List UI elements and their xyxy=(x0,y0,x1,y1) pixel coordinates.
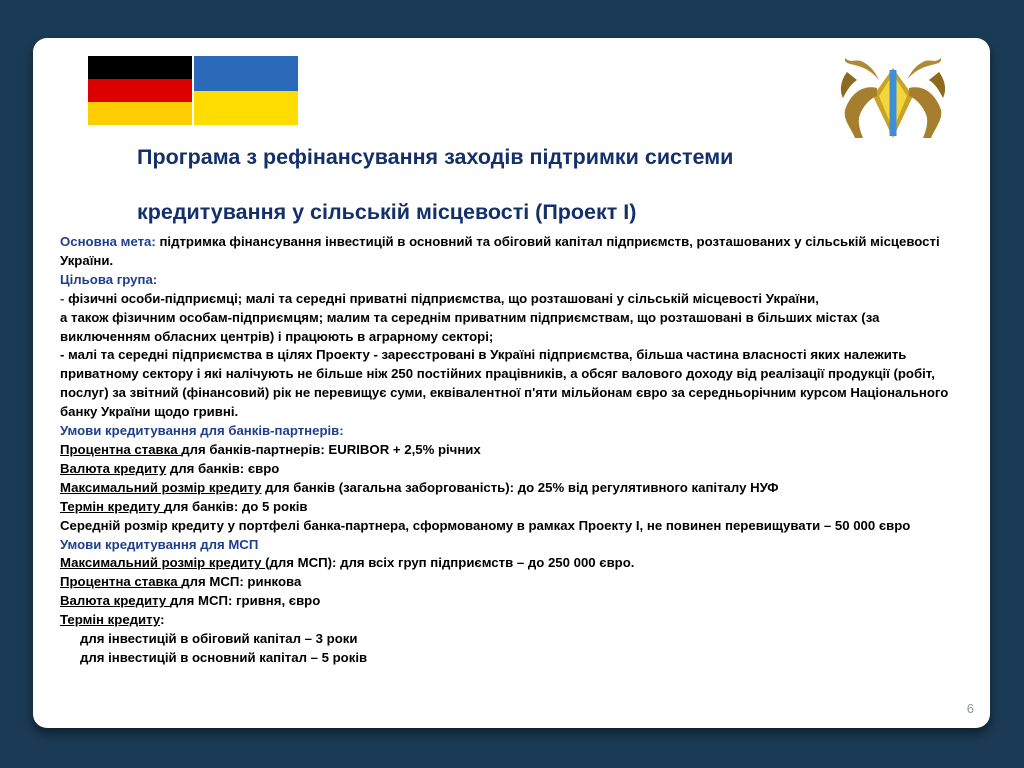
logo-icon xyxy=(833,50,953,142)
sme-term-item-2: для інвестицій в основний капітал – 5 років xyxy=(80,649,368,665)
bank-currency-label: Валюта кредиту xyxy=(60,460,167,476)
bank-max-text: для банків (загальна заборгованість): до 25% від регулятивного капіталу НУФ xyxy=(261,479,779,495)
bank-term-line xyxy=(60,498,960,517)
sme-currency-line xyxy=(60,592,960,611)
bank-max-label: Максимальний розмір кредиту xyxy=(60,479,262,495)
bank-term-text: для банків: до 5 років xyxy=(163,498,308,514)
title-line-1: Програма з рефінансування заходів підтримки системи xyxy=(137,145,734,169)
bank-terms-heading: Умови кредитування для банків-партнерів: xyxy=(60,423,344,439)
bank-currency-line xyxy=(60,460,960,479)
goal-label: Основна мета: xyxy=(60,234,156,249)
page-number: 6 xyxy=(966,701,974,716)
title-line-2: кредитування у сільській місцевості (Проект I) xyxy=(137,200,637,224)
target-item-1-text: фізичні особи-підприємці; малі та середні приватні підприємства, що розташовані у сільській місцевості України, xyxy=(68,290,819,306)
slide-title xyxy=(137,130,877,240)
target-group-label: Цільова група: xyxy=(60,271,158,287)
bank-rate-text: для банків-партнерів: EURIBOR + 2,5% річних xyxy=(181,441,481,457)
ukrainian-flag-icon xyxy=(194,56,298,125)
bank-rate-label: Процентна ставка xyxy=(60,441,182,457)
sme-term-colon: : xyxy=(160,612,165,628)
sme-max-label: Максимальний розмір кредиту xyxy=(60,555,266,571)
target-item-2: - малі та середні підприємства в цілях Проекту - зареєстровані в Україні підприємства, більша частина власності яких належить приватному сектору і які налічують не більше ніж 250 постійних працівників, а обсяг валового доходу від реалізації продукції (робіт, послуг) за звітний (фінансовий) рік не перевищує суми, еквівалентної п'яти мільйонам євро за середньорічним курсом Національного банку України щодо гривні. xyxy=(60,347,949,420)
sme-currency-text: для МСП: гривня, євро xyxy=(169,593,321,609)
sme-max-text: (для МСП): для всіх груп підприємств – до 250 000 євро. xyxy=(265,555,635,571)
sme-rate-text: для МСП: ринкова xyxy=(181,574,302,590)
sme-term-line xyxy=(60,611,960,630)
sme-term-item-1: для інвестицій в обіговий капітал – 3 роки xyxy=(80,631,358,647)
bank-max-line xyxy=(60,479,960,498)
german-flag-icon xyxy=(88,56,192,125)
sme-max-line xyxy=(60,554,960,573)
target-item-1 xyxy=(60,290,960,347)
bank-avg-line: Середній розмір кредиту у портфелі банка-партнера, сформованому в рамках Проекту I, не повинен перевищувати – 50 000 євро xyxy=(60,517,911,533)
slide xyxy=(33,38,990,728)
target-item-1-continuation: а також фізичним особам-підприємцям; малим та середнім приватним підприємствам, що розташовані в більших містах (за виключенням обласних центрів) і працюють в аграрному секторі; xyxy=(60,309,880,344)
sme-terms-heading: Умови кредитування для МСП xyxy=(60,536,259,552)
sme-term-label: Термін кредиту xyxy=(60,612,161,628)
bank-term-label: Термін кредиту xyxy=(60,498,164,514)
slide-body xyxy=(60,233,960,668)
sme-rate-label: Процентна ставка xyxy=(60,574,182,590)
target-item-1-dash: - xyxy=(60,290,69,306)
sme-rate-line xyxy=(60,573,960,592)
sme-currency-label: Валюта кредиту xyxy=(60,593,170,609)
goal-text: підтримка фінансування інвестицій в основний та обіговий капітал підприємств, розташованих у сільській місцевості України. xyxy=(60,234,940,268)
bank-rate-line xyxy=(60,441,960,460)
goal-paragraph xyxy=(60,233,960,271)
bank-currency-text: для банків: євро xyxy=(166,460,280,476)
